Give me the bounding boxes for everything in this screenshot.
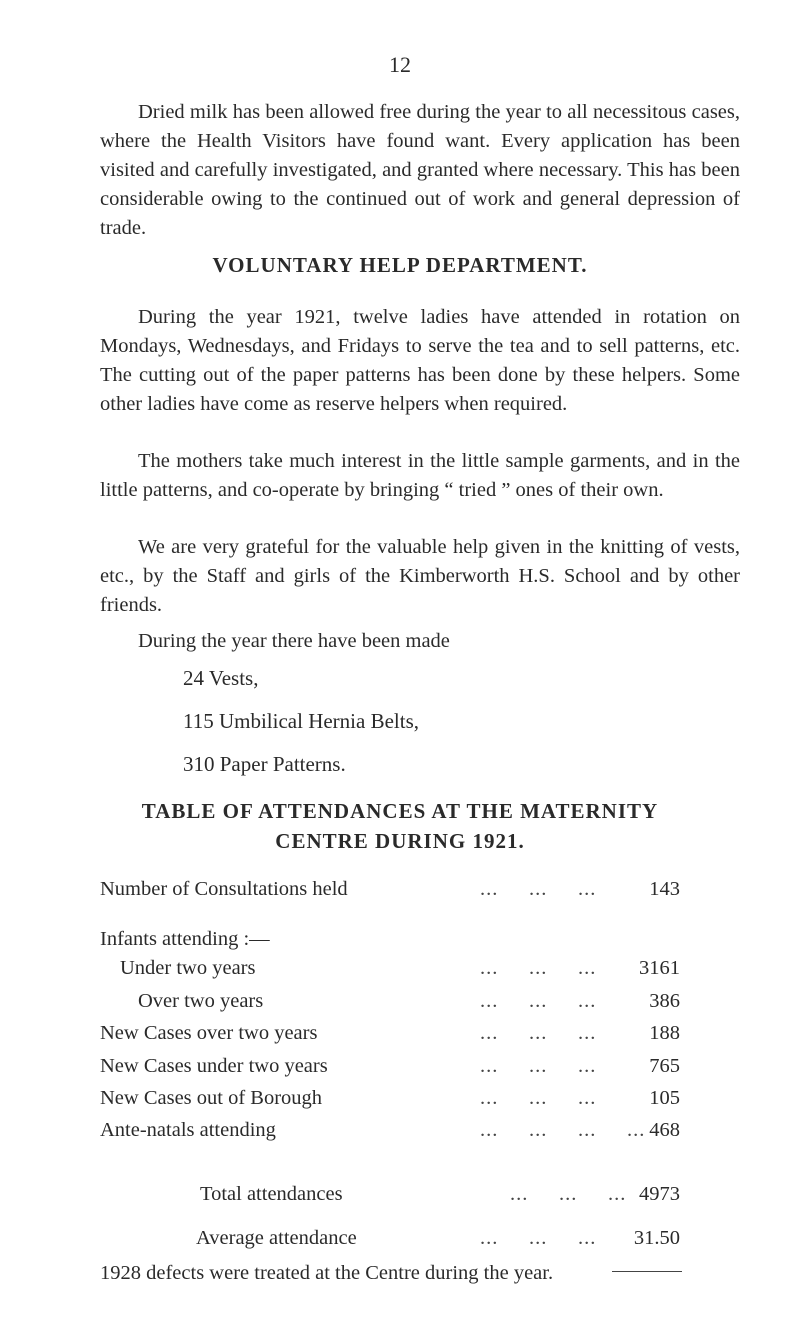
total-row: [100, 1183, 680, 1213]
row-value: 143: [649, 878, 680, 900]
leader-dots: ... ... ...: [480, 1087, 597, 1109]
paragraph-made-intro: During the year there have been made: [138, 630, 450, 652]
average-value: 31.50: [633, 1227, 680, 1249]
row-label: Infants attending :—: [100, 928, 270, 950]
leader-dots: ... ... ...: [480, 1022, 597, 1044]
made-item: 24 Vests,: [183, 666, 259, 690]
total-label: Total attendances: [200, 1183, 343, 1205]
leader-dots: ... ... ...: [480, 1227, 597, 1249]
row-label: Ante-natals attending: [100, 1119, 276, 1141]
row-label: Under two years: [120, 957, 256, 979]
paragraph-helpers: During the year 1921, twelve ladies have attended in rotation on Mondays, Wednesdays, and Fridays to serve the tea and to sell patterns, etc. The cutting out of the paper patterns has been done by these helpers. Some other ladies have come as reserve helpers when required.: [100, 306, 740, 415]
leader-dots: ... ... ... ...: [480, 1119, 646, 1141]
table-row: [100, 1055, 680, 1085]
footer-note: 1928 defects were treated at the Centre during the year.: [100, 1262, 554, 1284]
paragraph-knitting: We are very grateful for the valuable help given in the knitting of vests, etc., by the Staff and girls of the Kimberworth H.S. School and by other friends.: [100, 536, 740, 616]
row-value: 3161: [639, 957, 680, 979]
row-value: 765: [649, 1055, 680, 1077]
paragraph-mothers: The mothers take much interest in the little sample garments, and in the little patterns, and co-operate by bringing “ tried ” ones of their own.: [100, 450, 740, 501]
made-item: 115 Umbilical Hernia Belts,: [183, 709, 420, 733]
average-label: Average attendance: [196, 1227, 357, 1249]
row-label: Over two years: [138, 990, 264, 1012]
row-value: 468: [649, 1119, 680, 1141]
average-row: [100, 1227, 680, 1257]
table-row: [100, 1087, 680, 1117]
leader-dots: ... ... ...: [480, 990, 597, 1012]
table-title-line-1: TABLE OF ATTENDANCES AT THE MATERNITY: [141, 799, 659, 823]
leader-dots: ... ... ...: [480, 878, 597, 900]
table-row: [100, 1022, 680, 1052]
table-row: [100, 990, 680, 1020]
row-label: New Cases over two years: [100, 1022, 318, 1044]
row-value: 188: [649, 1022, 680, 1044]
row-value: 105: [649, 1087, 680, 1109]
total-value: 4973: [639, 1183, 680, 1205]
leader-dots: ... ... ...: [480, 1055, 597, 1077]
row-label: Number of Consultations held: [100, 878, 348, 900]
row-value: 386: [649, 990, 680, 1012]
paragraph-dried-milk: Dried milk has been allowed free during the year to all necessitous cases, where the Health Visitors have found want. Every application has been visited and carefully investigated, and granted where necessary. This has been considerable owing to the continued out of work and general depression of trade.: [100, 101, 740, 239]
page-number: 12: [389, 52, 411, 77]
heading-voluntary-help: VOLUNTARY HELP DEPARTMENT.: [212, 253, 588, 277]
made-item: 310 Paper Patterns.: [183, 752, 346, 776]
table-row: [100, 1119, 680, 1149]
row-label: New Cases under two years: [100, 1055, 328, 1077]
table-title-line-2: CENTRE DURING 1921.: [275, 829, 525, 853]
row-label: New Cases out of Borough: [100, 1087, 323, 1109]
leader-dots: ... ... ...: [510, 1183, 627, 1205]
table-row: [100, 928, 680, 958]
leader-dots: ... ... ...: [480, 957, 597, 979]
table-row: [100, 957, 680, 987]
table-row: [100, 878, 680, 908]
